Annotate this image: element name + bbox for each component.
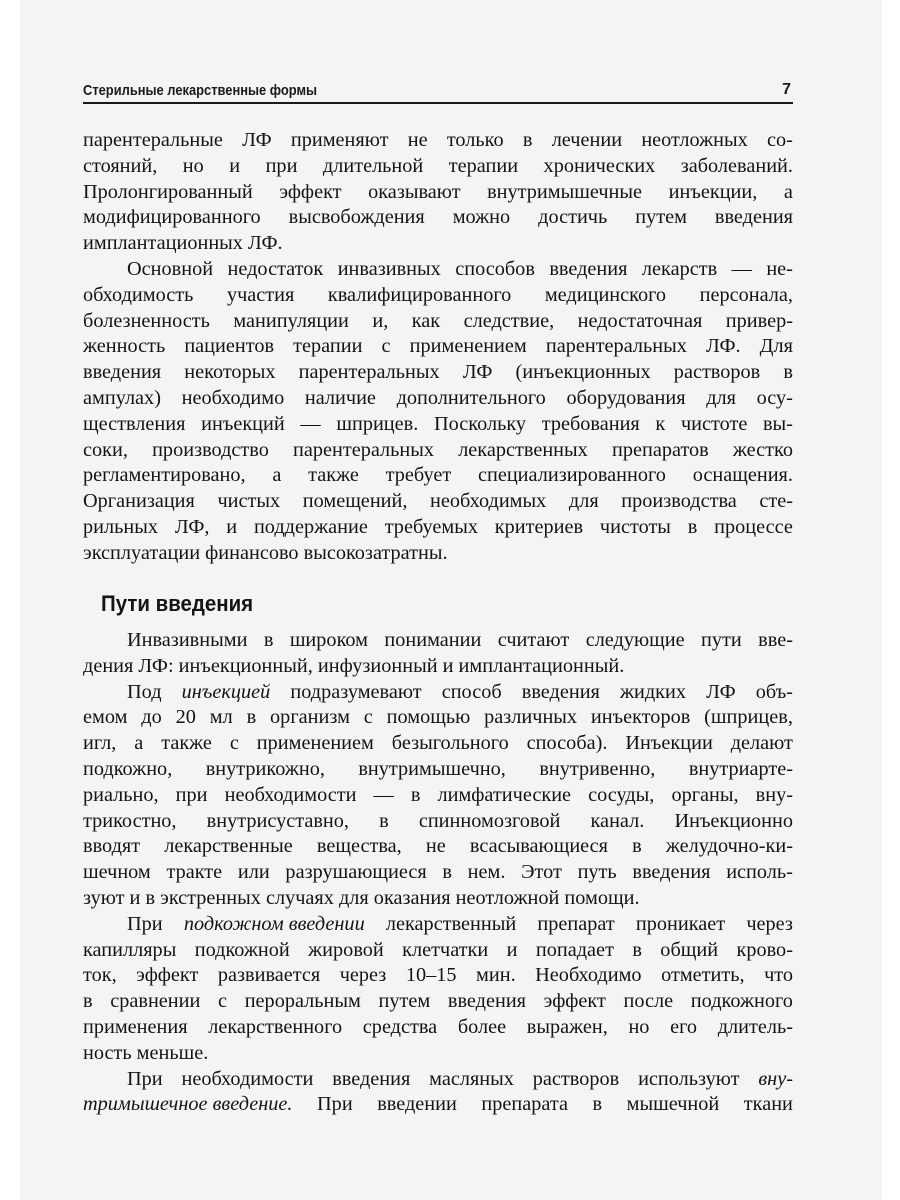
text-line [83,628,793,654]
word: понимании [384,629,482,651]
word: к [655,412,666,435]
word: привер- [725,309,793,332]
text-line [83,1015,793,1041]
section-heading: Пути введения [101,591,254,616]
running-header [83,78,793,104]
word: путем [378,990,431,1013]
word: При [127,912,163,935]
word: мл [209,706,233,729]
word: лекарственный [385,912,517,935]
word: ЛФ. [705,335,741,358]
text-line [83,886,793,912]
word: через [339,964,387,987]
text-line [83,963,793,989]
text-line [83,180,793,206]
word: игл, [83,732,117,755]
word: чистых [217,490,281,513]
word: следующие [585,629,685,651]
word: шприцев. [336,412,419,435]
text-line [83,334,793,360]
word: препаратов [611,438,709,461]
word: Инъекции [625,732,713,755]
text-line [83,757,793,783]
word: ЛФ [706,680,736,703]
word: достичь [538,206,608,229]
word: необходимости [224,783,357,806]
word: вну- [758,1067,793,1090]
word: эффект [543,990,606,1013]
word: в [246,706,257,729]
word: внутрисуставно, [206,809,349,832]
word: разрушающиеся [285,861,427,884]
word: необходимо [181,386,285,409]
word: Поскольку [433,412,527,435]
word: оборудования [566,386,686,409]
text-line [83,731,793,757]
text-line [83,938,793,964]
word: клетчатки [402,938,489,961]
word: применения [83,1015,188,1038]
text-line [83,809,793,835]
word: применяют [290,129,389,151]
word: При [127,1067,163,1090]
word: организм [270,706,350,729]
word: но [628,1015,650,1038]
word: до [141,706,162,729]
word: Инъекционно [674,809,793,832]
word: пациентов [184,335,275,358]
word: недостаточная [577,309,703,332]
word: общий [660,938,719,961]
running-title: Стерильные лекарственные формы [83,82,318,99]
word: с [363,706,373,729]
word: внутрикожно, [205,757,325,780]
word: в [410,783,421,806]
word: Организация [83,490,195,513]
word: жестко [732,438,793,461]
word: инъекцией [181,680,271,703]
word: можно [452,206,511,229]
word: также [161,732,212,755]
word: персонала, [699,283,793,306]
word: в [783,361,793,384]
word: желудочно-ки- [665,835,793,858]
word: процессе [714,515,793,538]
word: и, [372,309,389,332]
word: а [783,180,793,203]
text-line [83,654,793,680]
word: сравнении [110,990,201,1013]
word: манипуляции [233,309,349,332]
word: что [764,964,793,987]
word: внутривенно, [539,757,656,780]
word: применением [256,732,374,755]
text-line [83,1067,793,1093]
word: после [623,990,674,1013]
word: широком [289,629,368,651]
body-text-intro [83,128,793,567]
word: в [632,835,642,858]
word: соки, [83,438,128,461]
word: в [522,129,533,151]
word: как [411,309,441,332]
word: лекарственные [164,835,293,858]
word: эффект [136,964,199,987]
word: внутриарте- [688,757,793,780]
word: при [265,154,298,177]
word: специализированного [477,464,666,487]
word: вы- [762,412,793,435]
word: чистоте [680,412,748,435]
word: лекарственных [458,438,588,461]
word: риально, [83,783,159,806]
word: более [457,1015,507,1038]
word: не- [766,257,793,280]
word: шечном [83,861,151,884]
word: при [175,783,208,806]
text-line [83,386,793,412]
word: модифицированного [83,206,261,229]
word: путь [577,861,617,884]
word: недостаток [227,257,324,280]
word: в [632,938,642,961]
word: ЛФ [242,129,272,151]
word: ток, [83,964,117,987]
word: вну- [755,783,793,806]
word: требования [541,412,640,435]
word: необходимости [181,1067,314,1090]
text-line [83,283,793,309]
text-line [83,989,793,1015]
word: Основной [127,257,214,280]
word: всасывающиеся [469,835,609,858]
text-line [83,541,793,567]
word: — [373,783,394,806]
word: подкожно, [83,757,173,780]
word: ществления [83,412,186,435]
word: пути [701,629,742,651]
word: — [300,412,321,435]
word: Необходимо [535,964,642,987]
text-line [83,705,793,731]
word: пероральным [244,990,361,1013]
word: лекарственного [208,1015,343,1038]
word: тракте [166,861,223,884]
word: со- [767,129,793,151]
word: в [592,1093,603,1116]
word: инъекции, [668,180,758,203]
word: некоторых [184,361,276,384]
text-line [83,783,793,809]
word: а [134,732,144,755]
word: (инъекционных [515,361,651,384]
word: парентеральных [545,335,687,358]
word: различных [484,706,578,729]
word: развивается [217,964,321,987]
word: канал. [590,809,645,832]
word: инъекторов [590,706,691,729]
word: следствие, [463,309,555,332]
word: внутримышечно, [358,757,506,780]
word: не [407,129,428,151]
word: оснащения. [692,464,793,487]
text-line [83,1092,793,1118]
text-line [83,860,793,886]
word: растворов [673,361,761,384]
word: ампулах) [83,386,161,409]
word: масляных [429,1067,514,1090]
word: помещений, [302,490,408,513]
body-text-section [83,628,793,1118]
text-line [83,360,793,386]
word: имплантационных ЛФ. [83,232,283,255]
word: Под [127,680,162,703]
word: объ- [755,680,793,703]
word: (шприцев, [704,706,793,729]
word: высвобождения [288,206,425,229]
word: Этот [521,861,562,884]
word: жировой [308,938,384,961]
word: проникает [635,912,726,935]
word: эффект [279,180,342,203]
word: для [568,490,599,513]
word: Для [759,335,793,358]
word: средства [362,1015,438,1038]
word: медицинского [544,283,667,306]
word: дения ЛФ: инъекционный, инфузионный и имплантационный. [83,654,625,677]
word: лимфатические [437,783,572,806]
word: Пролонгированный [83,180,253,203]
word: осу- [756,386,793,409]
word: необходимых [430,490,547,513]
word: применением [409,335,527,358]
word: подкожной [194,938,290,961]
word: парентеральных [293,438,435,461]
text-line [83,205,793,231]
word: отметить, [661,964,745,987]
word: вводят [83,835,141,858]
word: оказывают [368,180,461,203]
word: дополнительного [396,386,546,409]
word: введения [83,361,162,384]
word: безыгольного [391,732,509,755]
text-line [83,438,793,464]
word: введения [521,680,600,703]
word: мышечной [626,1093,720,1116]
text-line [83,1041,793,1067]
word: заболеваний. [680,154,793,177]
word: через [746,912,793,935]
word: 20 [175,706,196,729]
word: лечении [551,129,623,151]
word: мин. [476,964,516,987]
text-line [83,463,793,489]
word: ЛФ, [174,515,210,538]
word: нем. [467,861,506,884]
word: капилляры [83,938,177,961]
word: парентеральные [83,129,223,151]
word: сосуды, [588,783,655,806]
word: и [229,154,241,177]
word: регламентировано, [83,464,246,487]
word: болезненность [83,309,210,332]
word: способов [455,257,535,280]
word: препарат [537,912,615,935]
word: введения [632,861,711,884]
word: спинномозговой [418,809,561,832]
word: терапии [448,154,519,177]
text-line [83,912,793,938]
word: сте- [759,490,793,513]
text-line [83,515,793,541]
text-line [83,489,793,515]
word: также [308,464,359,487]
word: не [425,835,446,858]
word: в [442,861,452,884]
word: вещества, [316,835,402,858]
word: зуют и в экстренных случаях для оказания неотложной помощи. [83,886,640,909]
word: рильных [83,515,158,538]
word: длитель- [717,1015,793,1038]
text-line [83,154,793,180]
word: с [218,990,228,1013]
word: в [263,629,274,651]
word: подкожном введении [183,912,365,935]
word: Инвазивными [127,629,248,651]
word: ность меньше. [83,1041,209,1064]
text-line [83,680,793,706]
word: только [446,129,504,151]
word: подкожного [690,990,793,1013]
text-line [83,231,793,257]
word: длительной [322,154,424,177]
page-number: 7 [782,81,791,98]
word: с [381,335,391,358]
word: но [182,154,204,177]
word: емом [83,706,128,729]
word: парентеральных [298,361,440,384]
word: способа). [526,732,608,755]
word: или [237,861,270,884]
word: введения [447,990,526,1013]
word: а [272,464,282,487]
word: попадает [535,938,614,961]
word: жидких [619,680,687,703]
word: для [706,386,737,409]
word: введения [714,206,793,229]
word: способ [441,680,502,703]
text-line [83,257,793,283]
word: трикостно, [83,809,177,832]
word: его [670,1015,698,1038]
word: лекарств [641,257,718,280]
word: требуемых [384,515,478,538]
word: с [229,732,239,755]
word: путем [635,206,687,229]
word: поддержание [253,515,368,538]
word: помощью [386,706,471,729]
word: инвазивных [337,257,441,280]
word: стояний, [83,154,158,177]
word: в [379,809,389,832]
word: обходимость [83,283,194,306]
word: подразумевают [290,680,422,703]
word: используют [638,1067,740,1090]
word: внутримышечные [487,180,643,203]
word: 10–15 [405,964,457,987]
word: хронических [543,154,656,177]
word: терапии [293,335,363,358]
word: неотложных [641,129,748,151]
word: участия [226,283,295,306]
word: считают [497,629,570,651]
word: растворов [532,1067,620,1090]
text-line [83,309,793,335]
word: эксплуатации финансово высокозатратны. [83,541,448,564]
word: квалифицированного [327,283,512,306]
word: ткани [743,1093,793,1116]
word: введении [377,1093,457,1116]
word: тримышечное введение. [83,1093,293,1116]
word: крово- [736,938,793,961]
word: в [687,515,698,538]
word: женность [83,335,166,358]
word: делают [730,732,793,755]
word: производства [621,490,737,513]
word: критериев [494,515,584,538]
word: наличие [304,386,376,409]
word: введения [332,1067,411,1090]
word: производство [152,438,269,461]
word: — [731,257,752,280]
word: органы, [671,783,739,806]
word: ЛФ [462,361,493,384]
word: требует [385,464,452,487]
word: в [83,990,93,1013]
word: исполь- [726,861,793,884]
word: препарата [481,1093,568,1116]
word: инъекций [201,412,285,435]
text-line [83,834,793,860]
word: вве- [758,629,793,651]
word: введения [549,257,628,280]
text-line [83,412,793,438]
word: чистоты [599,515,671,538]
word: выражен, [526,1015,608,1038]
word: При [317,1093,353,1116]
word: и [226,515,238,538]
word: и [506,938,518,961]
text-line [83,128,793,154]
